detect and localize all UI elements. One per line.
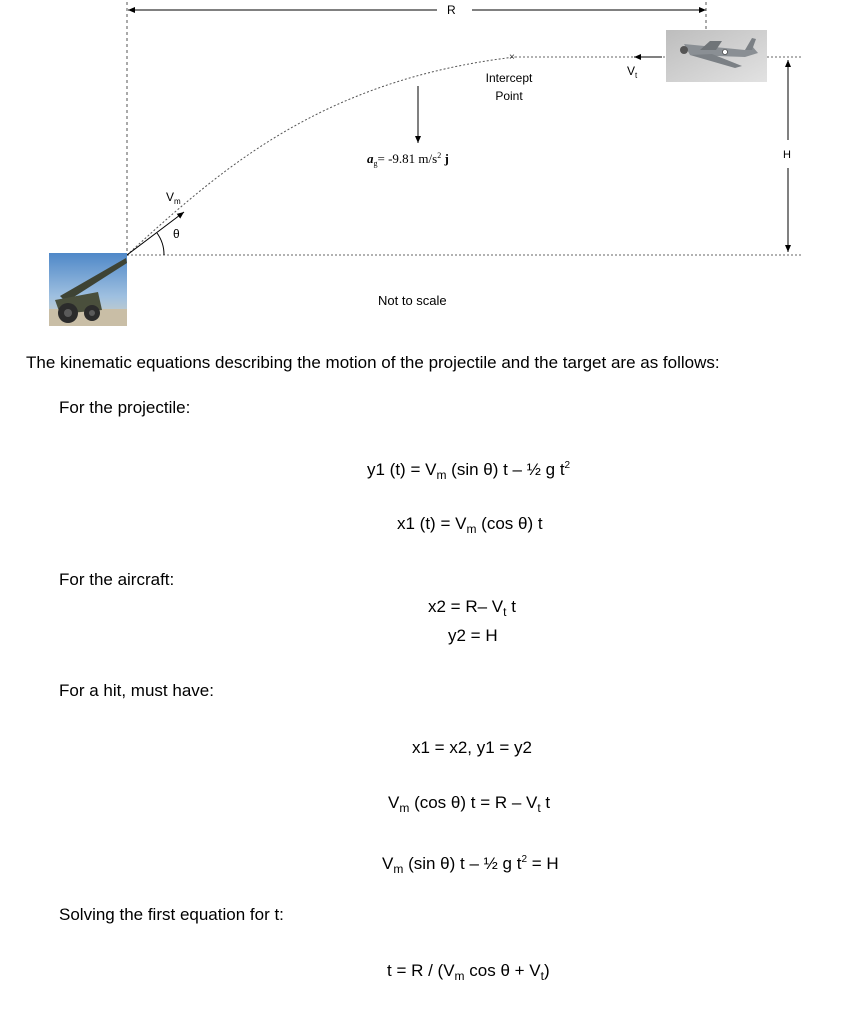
equation-y2: y2 = H: [448, 626, 498, 645]
y1-part-d: 2: [564, 460, 571, 471]
hit1-part-e: t: [540, 793, 551, 812]
gravity-symbol: a: [367, 151, 374, 166]
x2-part-a: x2 = R– V: [428, 597, 504, 616]
hit2-part-c: (sin θ) t – ½ g t: [403, 854, 522, 873]
equation-x2: [428, 597, 516, 622]
angle-arc: [157, 233, 164, 255]
intercept-label-line2: Point: [495, 89, 523, 103]
y1-part-b: m: [436, 468, 447, 482]
hit-heading: For a hit, must have:: [59, 681, 214, 700]
y1-part-c: (sin θ) t – ½ g t: [446, 460, 565, 479]
y1-part-a: y1 (t) = V: [367, 460, 437, 479]
x2-part-c: t: [506, 597, 516, 616]
hit2-part-b: m: [393, 862, 404, 876]
intercept-label-line1: Intercept: [485, 71, 533, 85]
solve-t-part-b: m: [454, 969, 465, 983]
equation-hit1: [388, 793, 550, 818]
range-label: R: [447, 3, 456, 17]
equation-x1: [397, 514, 543, 539]
cannon-picture: [49, 253, 127, 326]
trajectory-diagram: [0, 0, 846, 340]
target-velocity-main: V: [627, 64, 636, 78]
hit1-part-c: (cos θ) t = R – V: [409, 793, 538, 812]
solving-heading: Solving the first equation for t:: [59, 905, 284, 924]
intercept-label: [473, 71, 545, 103]
intercept-mark: ×: [509, 52, 515, 63]
x1-part-b: m: [466, 522, 477, 536]
missile-velocity-sub: m: [174, 197, 181, 206]
gravity-value: = -9.81 m/s: [377, 151, 438, 166]
x1-part-c: (cos θ) t: [476, 514, 543, 533]
angle-label: θ: [173, 227, 180, 241]
height-label: H: [783, 149, 791, 161]
missile-velocity-label: [166, 190, 181, 209]
projectile-trajectory: [127, 57, 515, 255]
hit1-part-a: V: [388, 793, 400, 812]
gravity-exp: 2: [437, 151, 442, 160]
intro-text: The kinematic equations describing the motion of the projectile and the target are as follows:: [26, 353, 720, 372]
hit1-part-b: m: [399, 801, 410, 815]
hit2-part-e: = H: [527, 854, 559, 873]
missile-velocity-main: V: [166, 190, 175, 204]
equation-hit2: [382, 850, 559, 879]
gravity-sub: g: [373, 159, 378, 168]
solve-t-part-a: t = R / (V: [387, 961, 455, 980]
solve-t-part-c: cos θ + V: [464, 961, 541, 980]
target-velocity-label: [627, 64, 637, 83]
aircraft-heading: For the aircraft:: [59, 570, 175, 589]
x2-part-b: t: [503, 605, 507, 619]
hit2-part-a: V: [382, 854, 394, 873]
scale-note: Not to scale: [378, 293, 447, 308]
equation-y1: [367, 456, 570, 485]
hit2-part-d: 2: [521, 854, 528, 865]
projectile-heading: For the projectile:: [59, 398, 191, 417]
equation-solve-t: [387, 961, 550, 986]
target-velocity-sub: t: [635, 71, 638, 80]
equation-hit-condition: x1 = x2, y1 = y2: [412, 738, 533, 757]
gravity-unit: j: [441, 151, 449, 166]
solve-t-part-e: ): [543, 961, 550, 980]
hit1-part-d: t: [537, 801, 541, 815]
aircraft-picture: [666, 30, 767, 82]
x1-part-a: x1 (t) = V: [397, 514, 467, 533]
solve-t-part-d: t: [540, 969, 544, 983]
gravity-label: [367, 149, 449, 171]
